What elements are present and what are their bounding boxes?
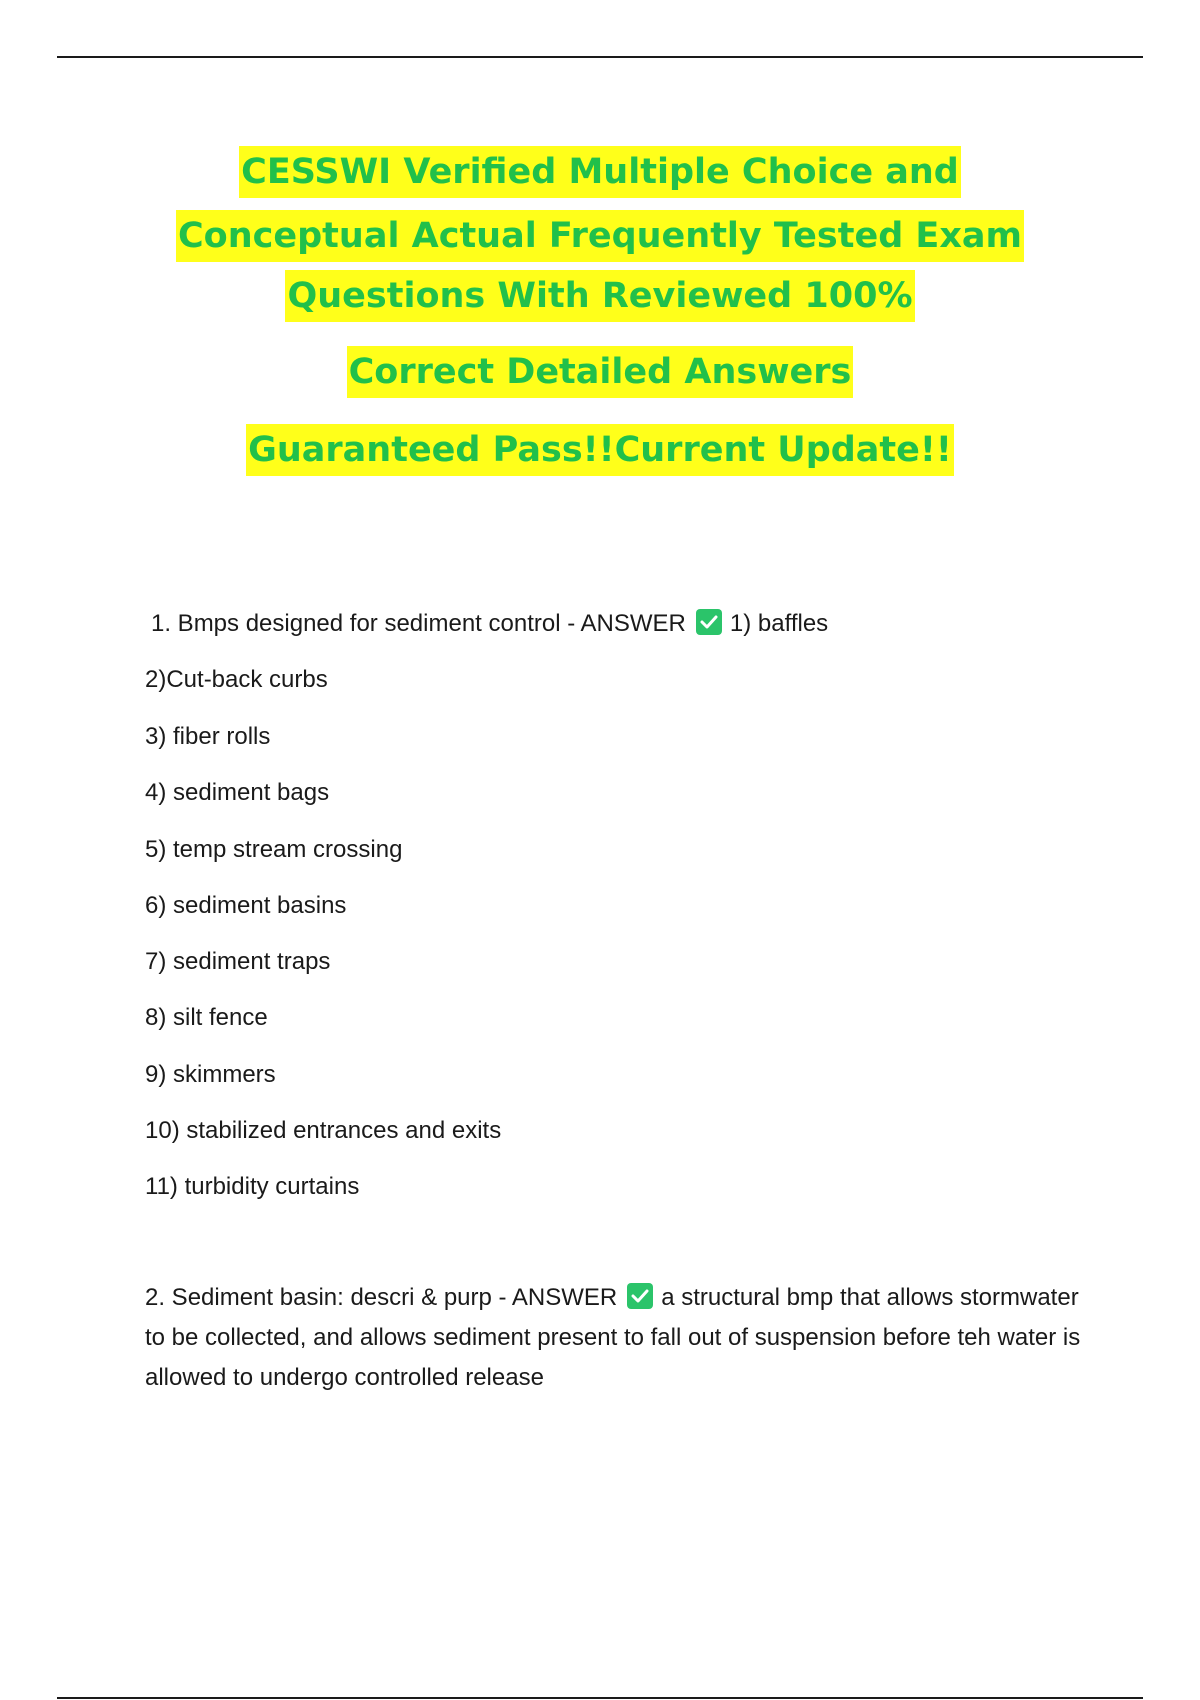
question-1-heading <box>151 600 828 648</box>
check-mark-icon <box>696 609 722 635</box>
question-1-answer-first: 1) baffles <box>729 610 829 637</box>
answer-list-item: 5) temp stream crossing <box>145 836 403 863</box>
answer-list-item: 2)Cut-back curbs <box>145 666 328 693</box>
top-divider <box>57 56 1143 58</box>
question-2-prompt: 2. Sediment basin: descri & purp - ANSWER <box>145 1284 618 1311</box>
check-mark-icon <box>627 1283 653 1309</box>
answer-list-item: 3) fiber rolls <box>145 723 271 750</box>
answer-list-item: 6) sediment basins <box>145 892 347 919</box>
question-2-answer: a structural bmp that allows stormwater to be collected, and allows sediment present to fall out of suspension before teh water is allowed to undergo controlled release <box>145 1284 1081 1391</box>
title-line-5: Guaranteed Pass!!Current Update!! <box>0 424 1200 476</box>
answer-list-item: 8) silt fence <box>145 1004 268 1031</box>
document-title <box>0 146 1200 476</box>
question-1-prompt: 1. Bmps designed for sediment control - ANSWER <box>151 610 686 637</box>
answer-list-item: 7) sediment traps <box>145 948 331 975</box>
title-line-4: Correct Detailed Answers <box>0 346 1200 398</box>
answer-list-item: 11) turbidity curtains <box>145 1173 360 1200</box>
title-line-2: Conceptual Actual Frequently Tested Exam <box>0 210 1200 262</box>
answer-list-item: 9) skimmers <box>145 1061 276 1088</box>
title-line-3: Questions With Reviewed 100% <box>0 270 1200 322</box>
answer-list-item: 10) stabilized entrances and exits <box>145 1117 502 1144</box>
title-line-1: CESSWI Verified Multiple Choice and <box>0 146 1200 198</box>
bottom-divider <box>57 1697 1143 1699</box>
answer-list-item: 4) sediment bags <box>145 779 330 806</box>
question-2 <box>145 1278 1105 1398</box>
